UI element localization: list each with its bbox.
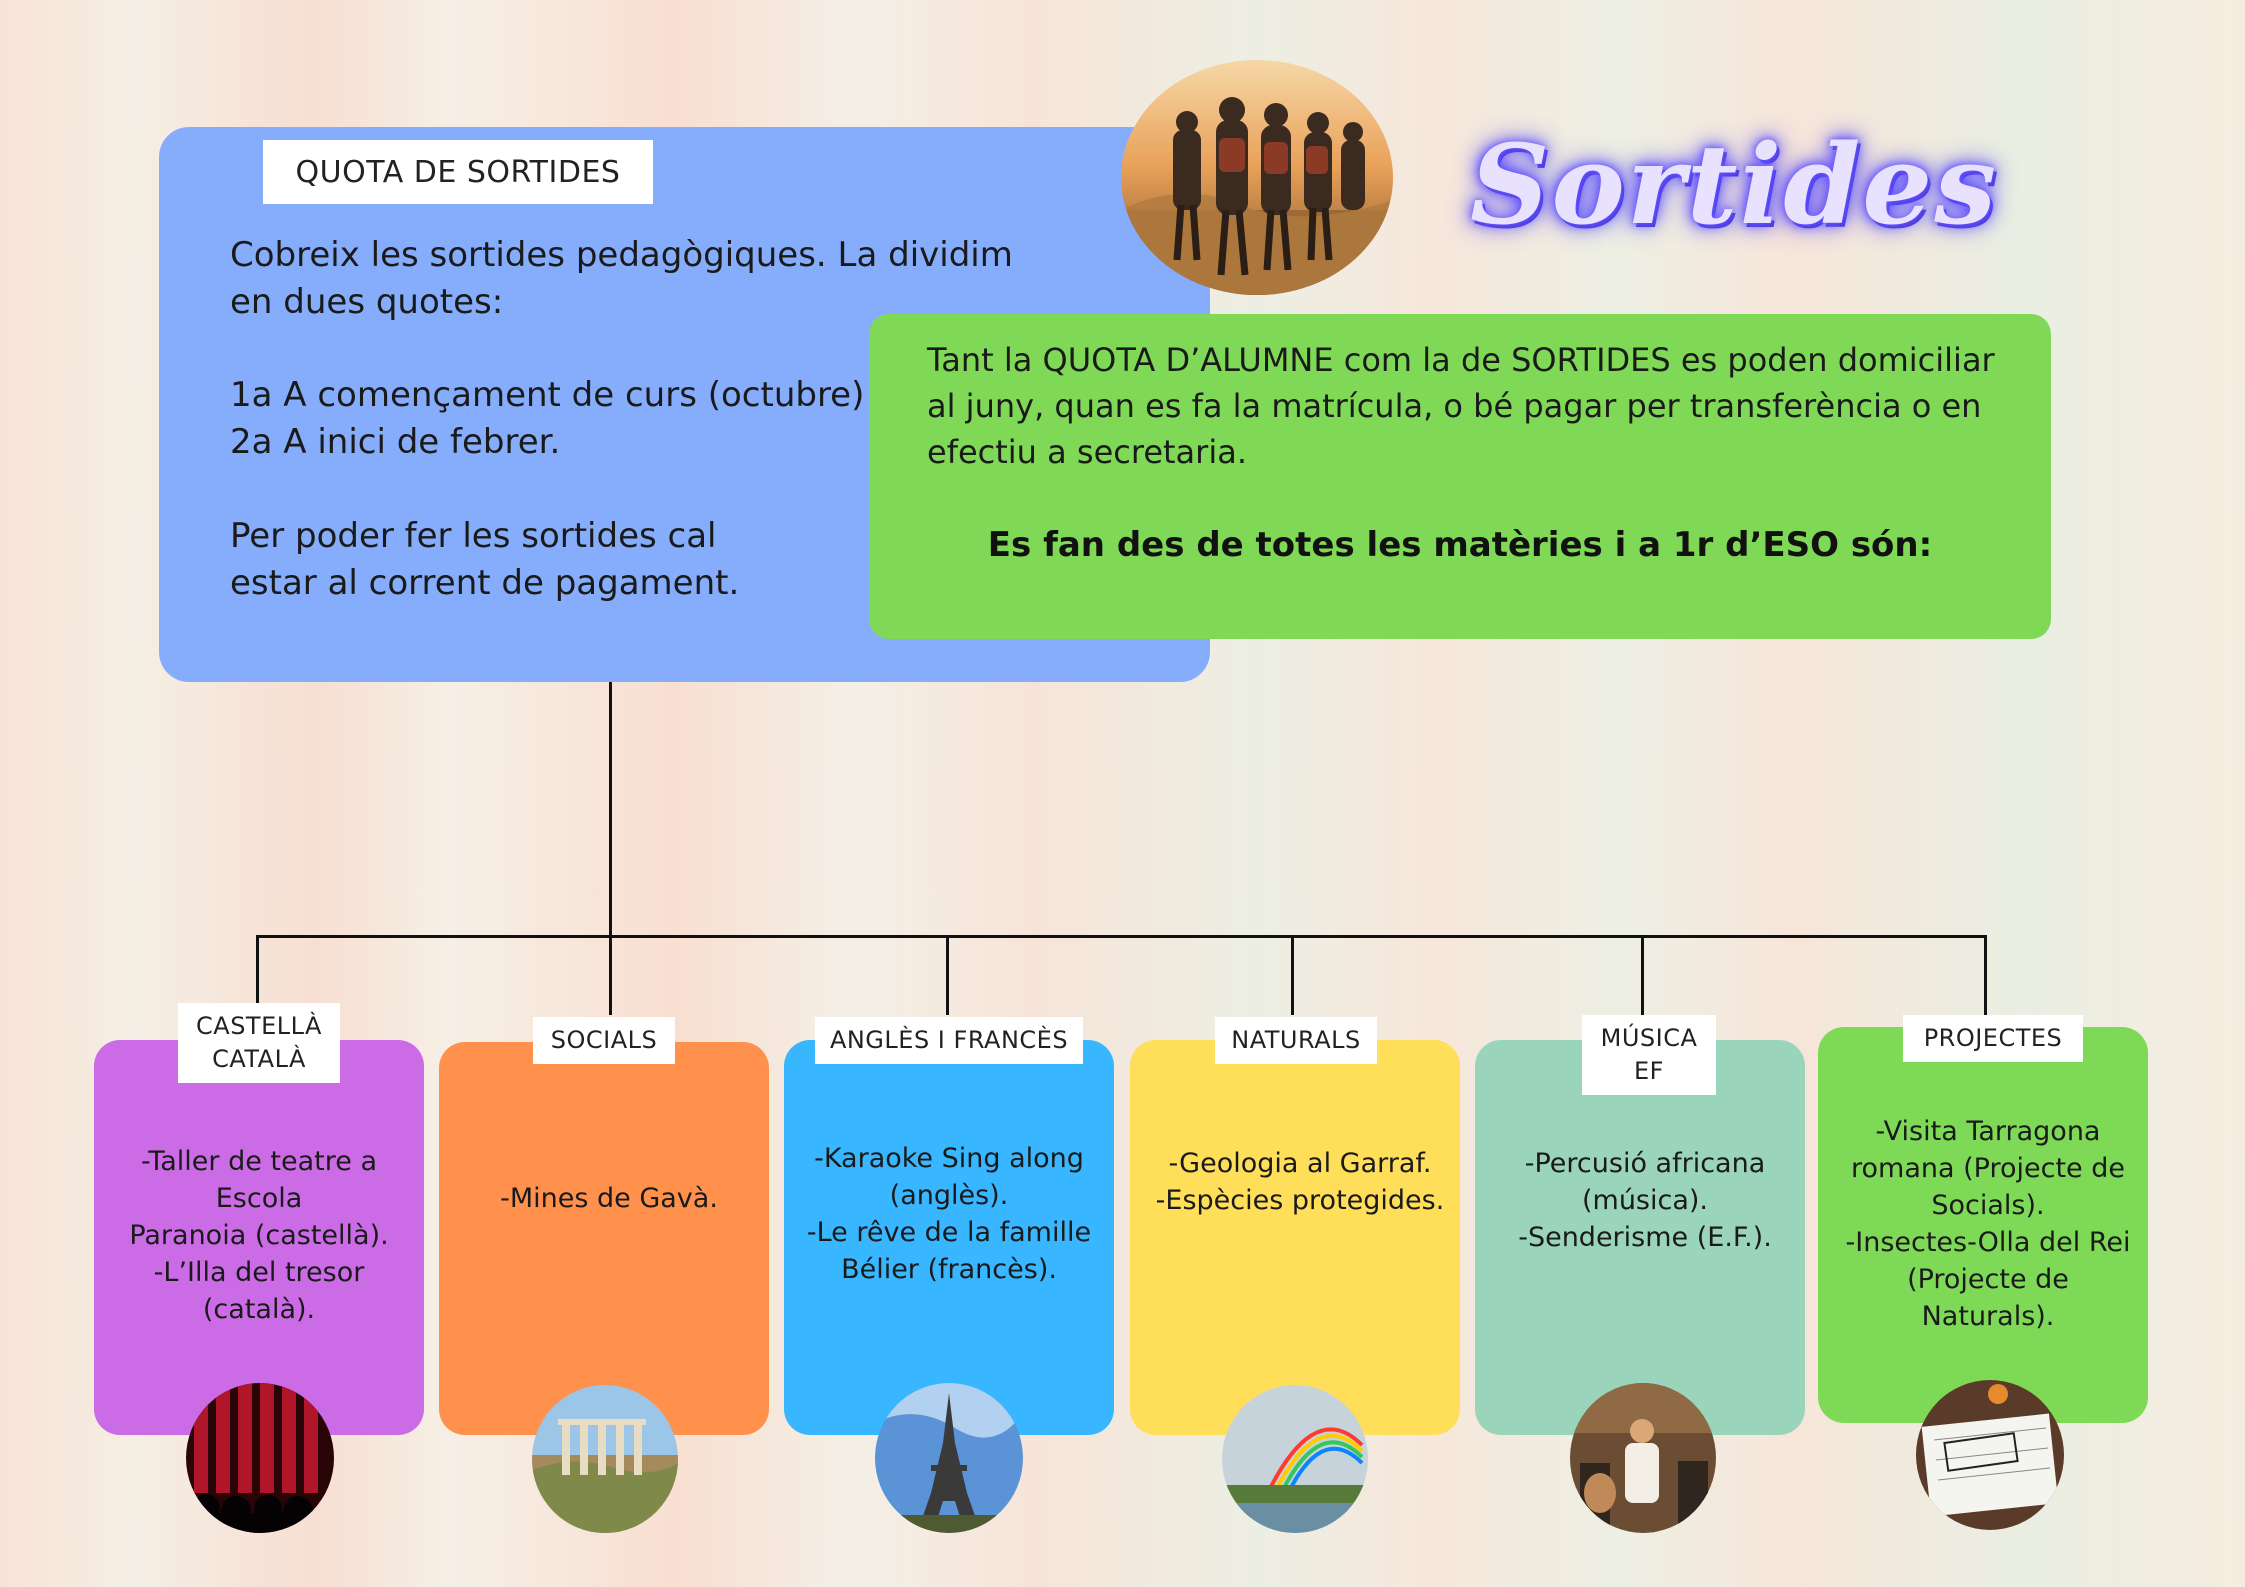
roman-ruins-photo [532, 1385, 678, 1533]
card-line: -Espècies protegides. [1155, 1185, 1445, 1216]
card-line: -Senderisme (E.F.). [1518, 1222, 1772, 1253]
quota-item-2: 2a A inici de febrer. [230, 422, 561, 462]
card-tag-castella-catala [178, 1003, 340, 1083]
card-text-projectes [1818, 1113, 2158, 1335]
card-line: Socials). [1931, 1190, 2045, 1221]
trunk-line [609, 682, 612, 938]
card-line: (Projecte de [1907, 1264, 2069, 1295]
card-line: Bélier (francès). [841, 1254, 1057, 1285]
card-line: romana (Projecte de [1851, 1153, 2125, 1184]
card-line: Naturals). [1921, 1301, 2055, 1332]
info-bold-text: Es fan des de totes les matèries i a 1r d’ESO són: [987, 525, 1933, 565]
quota-note: Per poder fer les sortides cal estar al corrent de pagament. [230, 516, 740, 603]
card-tag-naturals [1215, 1017, 1377, 1064]
quota-item-1: 1a A començament de curs (octubre) [230, 375, 865, 415]
hikers-photo [1121, 60, 1393, 295]
card-tag-socials [533, 1017, 675, 1064]
rainbow-photo [1222, 1385, 1368, 1533]
drop-line-2 [609, 935, 612, 1015]
card-line: -L’Illa del tresor (català). [153, 1257, 365, 1325]
card-line: -Mines de Gavà. [500, 1183, 718, 1214]
card-tag-line: PROJECTES [1923, 1024, 2063, 1052]
card-tag-line: NATURALS [1231, 1026, 1361, 1054]
card-tag-line: CATALÀ [212, 1045, 306, 1073]
card-tag-line: SOCIALS [550, 1026, 658, 1054]
branch-line [256, 935, 1987, 938]
card-tag-line: ANGLÈS I FRANCÈS [829, 1026, 1069, 1054]
card-tag-line: EF [1634, 1057, 1664, 1085]
card-line: -Geologia al Garraf. [1168, 1148, 1432, 1179]
page-title: Sortides [1470, 120, 1999, 249]
card-line: -Visita Tarragona [1875, 1116, 2101, 1147]
card-tag-line: CASTELLÀ [196, 1012, 322, 1040]
drop-line-4 [1291, 935, 1294, 1015]
card-line: -Insectes-Olla del Rei [1845, 1227, 2131, 1258]
card-tag-projectes [1903, 1015, 2083, 1062]
drop-line-6 [1984, 935, 1987, 1015]
card-line: -Karaoke Sing along [814, 1143, 1084, 1174]
card-tag-angles-frances [815, 1017, 1083, 1064]
card-text-naturals [1130, 1145, 1470, 1219]
musicians-photo [1570, 1383, 1716, 1533]
card-naturals [1130, 1040, 1460, 1435]
card-text-socials [439, 1180, 779, 1217]
card-text-musica-ef [1475, 1145, 1815, 1256]
project-note-photo [1916, 1380, 2064, 1530]
card-line: -Le rêve de la famille [806, 1217, 1092, 1248]
theater-curtain-photo [186, 1383, 334, 1533]
drop-line-3 [946, 935, 949, 1015]
card-line: (música). [1581, 1185, 1709, 1216]
card-line: Paranoia (castellà). [129, 1220, 389, 1251]
drop-line-5 [1641, 935, 1644, 1015]
card-socials [439, 1042, 769, 1435]
card-text-angles-frances [784, 1140, 1114, 1288]
card-text-castella-catala [94, 1143, 424, 1328]
quota-tag: QUOTA DE SORTIDES [263, 140, 653, 204]
info-text: Tant la QUOTA D’ALUMNE com la de SORTIDES es poden domiciliar al juny, quan es fa la matrícula, o bé pagar per transferència o en efectiu a secretaria. [927, 341, 1995, 471]
quota-intro: Cobreix les sortides pedagògiques. La dividim en dues quotes: [230, 235, 1013, 322]
card-line: -Taller de teatre a Escola [140, 1146, 378, 1214]
card-line: -Percusió africana [1524, 1148, 1766, 1179]
card-tag-musica-ef [1582, 1015, 1716, 1095]
card-line: (anglès). [889, 1180, 1009, 1211]
card-tag-line: MÚSICA [1600, 1024, 1698, 1052]
eiffel-tower-photo [875, 1383, 1023, 1533]
